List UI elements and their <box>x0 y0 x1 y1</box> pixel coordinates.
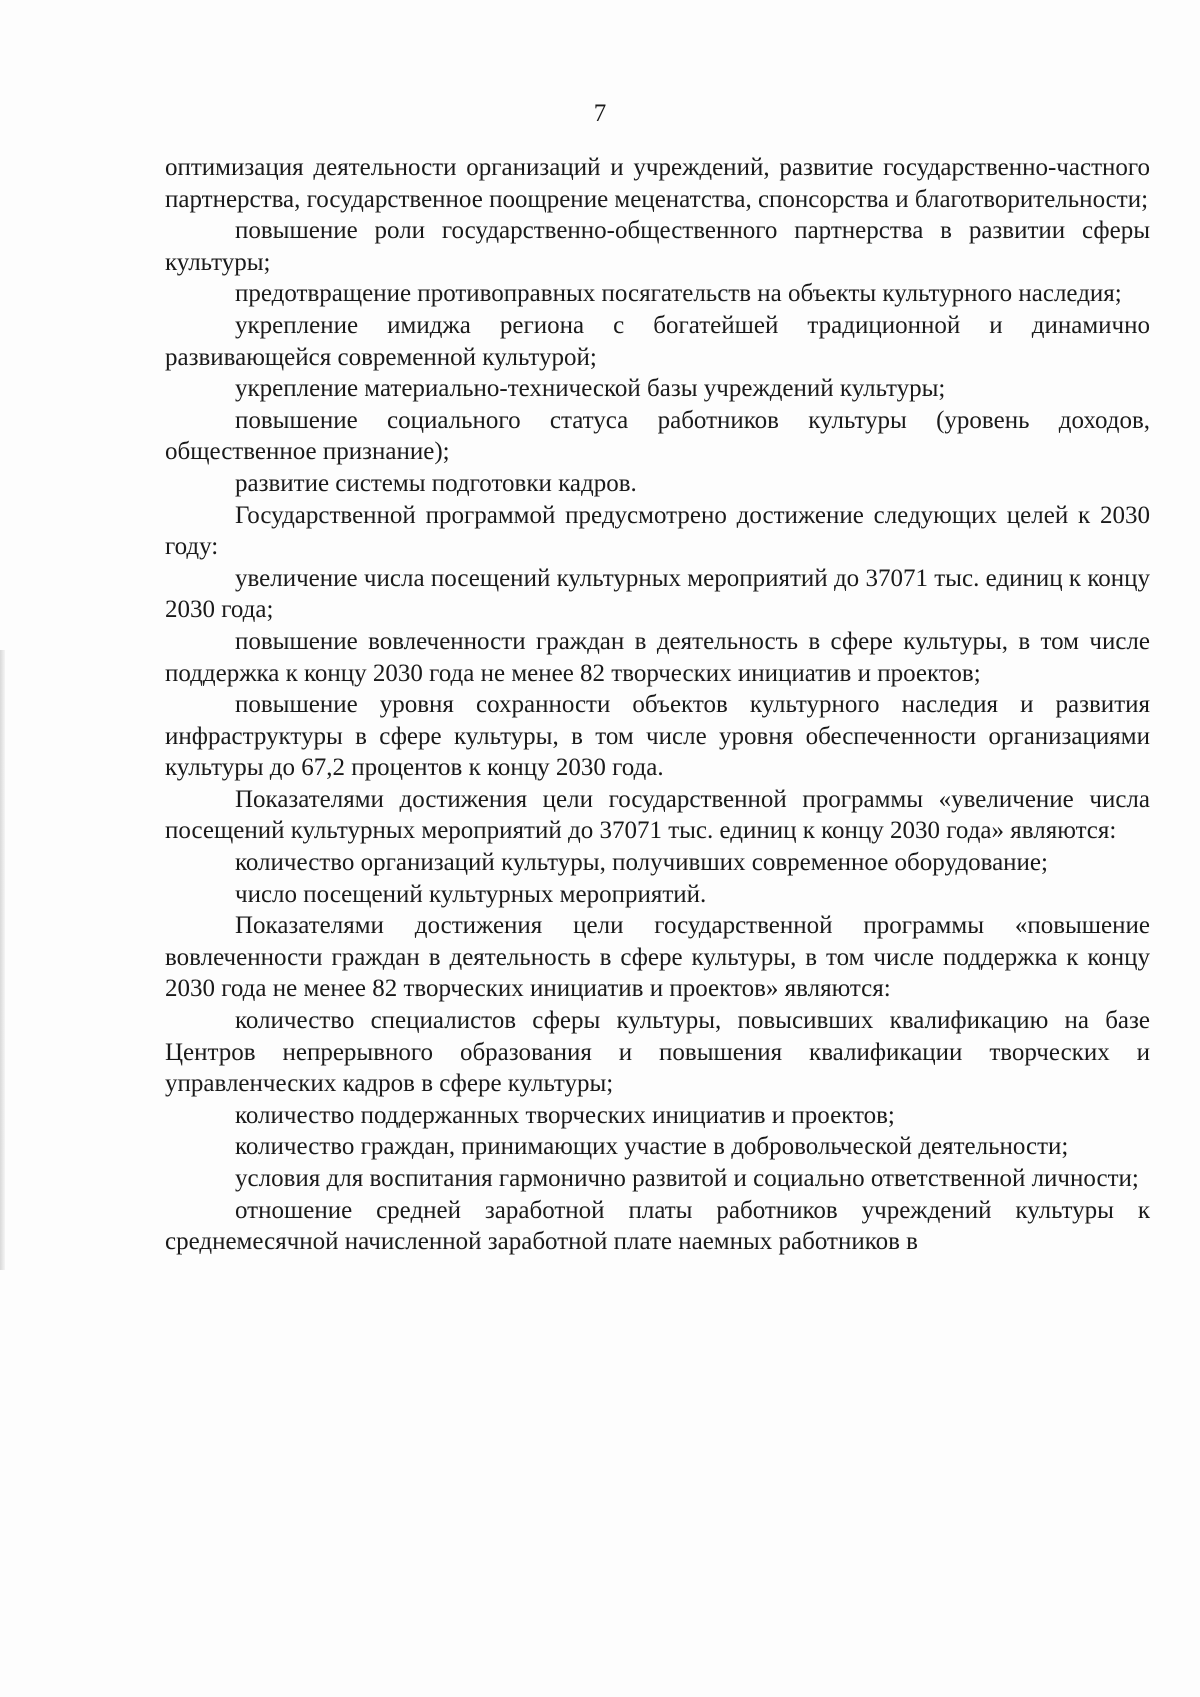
document-body <box>165 152 1150 1258</box>
paragraph: количество организаций культуры, получивших современное оборудование; <box>235 849 1048 877</box>
page-number: 7 <box>593 100 607 127</box>
paragraph: увеличение числа посещений культурных мероприятий до 37071 тыс. единиц к концу 2030 года; <box>165 564 1150 624</box>
paragraph: оптимизация деятельности организаций и учреждений, развитие государственно-частного партнерства, государственное поощрение меценатства, спонсорства и благотворительности; <box>165 154 1150 213</box>
paragraph: укрепление имиджа региона с богатейшей традиционной и динамично развивающейся современной культурой; <box>165 311 1150 371</box>
paragraph: количество специалистов сферы культуры, повысивших квалификацию на базе Центров непрерывного образования и повышения квалификации творческих и управленческих кадров в сфере культуры; <box>165 1007 1150 1098</box>
paragraph: Показателями достижения цели государственной программы «увеличение числа посещений культурных мероприятий до 37071 тыс. единиц к концу 2030 года» являются: <box>165 785 1150 845</box>
paragraph: укрепление материально-технической базы учреждений культуры; <box>235 375 946 403</box>
paragraph: развитие системы подготовки кадров. <box>235 469 637 497</box>
paragraph: Показателями достижения цели государственной программы «повышение вовлеченности граждан в деятельность в сфере культуры, в том числе поддержка к концу 2030 года не менее 82 творческих инициатив и проектов» являются: <box>165 912 1150 1003</box>
paragraph: отношение средней заработной платы работников учреждений культуры к среднемесячной начисленной заработной плате наемных работников в <box>165 1196 1150 1256</box>
paragraph: Государственной программой предусмотрено достижение следующих целей к 2030 году: <box>165 501 1150 561</box>
paragraph: повышение уровня сохранности объектов культурного наследия и развития инфраструктуры в сфере культуры, в том числе уровня обеспеченности организациями культуры до 67,2 процентов к концу 2030 года. <box>165 691 1150 782</box>
paragraph: повышение вовлеченности граждан в деятельность в сфере культуры, в том числе поддержка к концу 2030 года не менее 82 творческих инициатив и проектов; <box>165 627 1150 687</box>
paragraph: количество граждан, принимающих участие в добровольческой деятельности; <box>235 1133 1069 1161</box>
paragraph: число посещений культурных мероприятий. <box>235 880 707 908</box>
paragraph: количество поддержанных творческих инициатив и проектов; <box>235 1101 895 1129</box>
paragraph: повышение социального статуса работников культуры (уровень доходов, общественное признание); <box>165 406 1150 466</box>
paragraph: предотвращение противоправных посягательств на объекты культурного наследия; <box>235 280 1122 308</box>
paragraph: повышение роли государственно-общественного партнерства в развитии сферы культуры; <box>165 217 1150 276</box>
scan-edge-shadow <box>0 650 5 1270</box>
paragraph: условия для воспитания гармонично развитой и социально ответственной личности; <box>235 1165 1139 1192</box>
